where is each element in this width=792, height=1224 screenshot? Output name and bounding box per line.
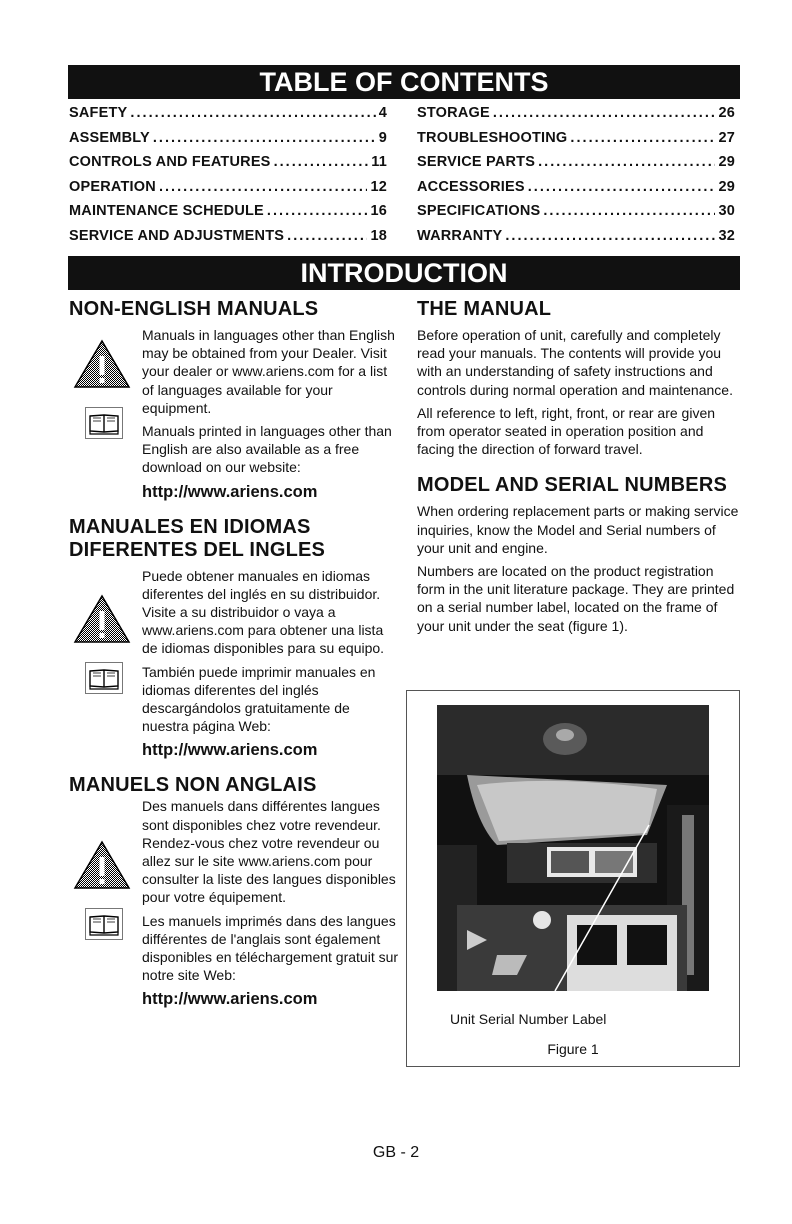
intro-right-column [417, 298, 743, 635]
toc-entry-title: ACCESSORIES [417, 178, 525, 195]
toc-entry-page: 16 [370, 203, 387, 220]
toc-entry[interactable] [69, 224, 387, 249]
spanish-heading-line-1: MANUALES EN IDIOMAS [69, 515, 311, 538]
toc-entry-title: SPECIFICATIONS [417, 203, 541, 220]
non-english-url[interactable]: http://www.ariens.com [142, 482, 318, 501]
toc-entry-page: 30 [718, 203, 735, 220]
toc-entry[interactable] [69, 199, 387, 224]
toc-entry-page: 12 [370, 178, 387, 195]
spanish-heading-line-2: DIFERENTES DEL INGLES [69, 538, 326, 561]
spanish-para-1: Puede obtener manuales en idiomas diferentes del inglés en su distribuidor. Visite a su distribuidor o vaya a www.ariens.com para obtener una lista de idiomas disponibles para su equipo. [142, 567, 385, 657]
page-number: GB - 2 [372, 1144, 420, 1161]
toc-entry-title: STORAGE [417, 105, 490, 121]
manual-para-2: All reference to left, right, front, or rear are given from operator seated in operation position and facing the direction of forward travel. [417, 404, 716, 458]
intro-title: INTRODUCTION [300, 258, 508, 288]
non-english-heading: NON-ENGLISH MANUALS [69, 298, 319, 320]
toc-entry-title: ASSEMBLY [69, 129, 150, 146]
toc-entry-title: SERVICE PARTS [417, 154, 536, 171]
toc-entry-title: SAFETY [69, 105, 128, 121]
toc-entry-title: SERVICE AND ADJUSTMENTS [69, 227, 285, 244]
warning-icon [73, 594, 131, 644]
toc-right-column [417, 101, 735, 249]
toc-entry[interactable] [417, 224, 735, 249]
figure-1 [406, 690, 740, 1067]
spanish-icons [73, 594, 131, 694]
non-english-para-2: Manuals printed in languages other than English are also available as a free download on our website: [142, 423, 392, 476]
toc-entry-page: 4 [378, 105, 387, 121]
model-para-2: Numbers are located on the product registration form in the unit literature package. They are printed on a serial number label, located on the frame of your unit under the seat (figure 1). [417, 563, 735, 634]
toc-entry-page: 26 [718, 105, 735, 121]
toc-left-column [69, 101, 387, 249]
figure-caption: Unit Serial Number Label [450, 1011, 607, 1027]
toc-entry-page: 29 [718, 178, 735, 195]
intro-banner [68, 256, 740, 290]
english-icons [73, 339, 131, 439]
figure-label: Figure 1 [547, 1041, 599, 1057]
serial-label-photo [437, 705, 709, 991]
toc-entry-page: 18 [370, 227, 387, 244]
toc-entry[interactable] [417, 175, 735, 200]
toc-entry-title: MAINTENANCE SCHEDULE [69, 203, 264, 220]
warning-icon [73, 840, 131, 890]
manual-para-1: Before operation of unit, carefully and completely read your manuals. The contents will provide you with an understanding of safety instructions and controls during normal operation and maintenance. [417, 327, 733, 398]
spanish-heading [69, 516, 399, 562]
toc-entry-title: WARRANTY [417, 227, 503, 244]
toc-entry-title: CONTROLS AND FEATURES [69, 154, 271, 171]
french-icons [73, 840, 131, 940]
toc-entry[interactable] [417, 150, 735, 175]
french-para-1: Des manuels dans différentes langues sont disponibles chez votre revendeur. Rendez-vous chez votre revendeur ou allez sur le site www.ariens.com pour consulter la liste des langues disponibles pour votre équipement. [142, 798, 396, 906]
model-serial-heading: MODEL AND SERIAL NUMBERS [417, 474, 728, 497]
toc-entry[interactable] [417, 101, 735, 126]
spanish-para-2: También puede imprimir manuales en idiomas diferentes del inglés descargándolos gratuitamente de nuestra página Web: [142, 663, 376, 735]
toc-entry-page: 27 [718, 129, 735, 146]
toc-banner [68, 65, 740, 99]
read-manual-icon [85, 662, 123, 694]
toc-entry-page: 11 [371, 154, 387, 171]
toc-entry[interactable] [417, 199, 735, 224]
toc-entry[interactable] [69, 175, 387, 200]
toc-title: TABLE OF CONTENTS [259, 67, 549, 97]
french-para-2: Les manuels imprimés dans des langues différentes de l'anglais sont également disponibles en téléchargement gratuit sur notre site Web: [142, 912, 399, 984]
toc-entry-title: TROUBLESHOOTING [417, 129, 568, 146]
toc-entry[interactable] [417, 126, 735, 151]
toc-entry-page: 9 [378, 129, 387, 146]
read-manual-icon [85, 407, 123, 439]
manual-heading: THE MANUAL [417, 298, 552, 320]
spanish-url[interactable]: http://www.ariens.com [142, 741, 318, 760]
toc-entry[interactable] [69, 101, 387, 126]
french-url[interactable]: http://www.ariens.com [142, 990, 318, 1009]
toc-entry-page: 29 [718, 154, 735, 171]
model-para-1: When ordering replacement parts or making service inquiries, know the Model and Serial numbers of your unit and engine. [417, 503, 739, 556]
toc-entry[interactable] [69, 150, 387, 175]
non-english-para-1: Manuals in languages other than English may be obtained from your Dealer. Visit your dealer or www.ariens.com for a list of languages available for your equipment. [142, 327, 395, 416]
toc-entry-title: OPERATION [69, 178, 156, 195]
french-heading: MANUELS NON ANGLAIS [69, 774, 317, 797]
warning-icon [73, 339, 131, 389]
toc-entry[interactable] [69, 126, 387, 151]
read-manual-icon [85, 908, 123, 940]
toc-entry-page: 32 [718, 227, 735, 244]
